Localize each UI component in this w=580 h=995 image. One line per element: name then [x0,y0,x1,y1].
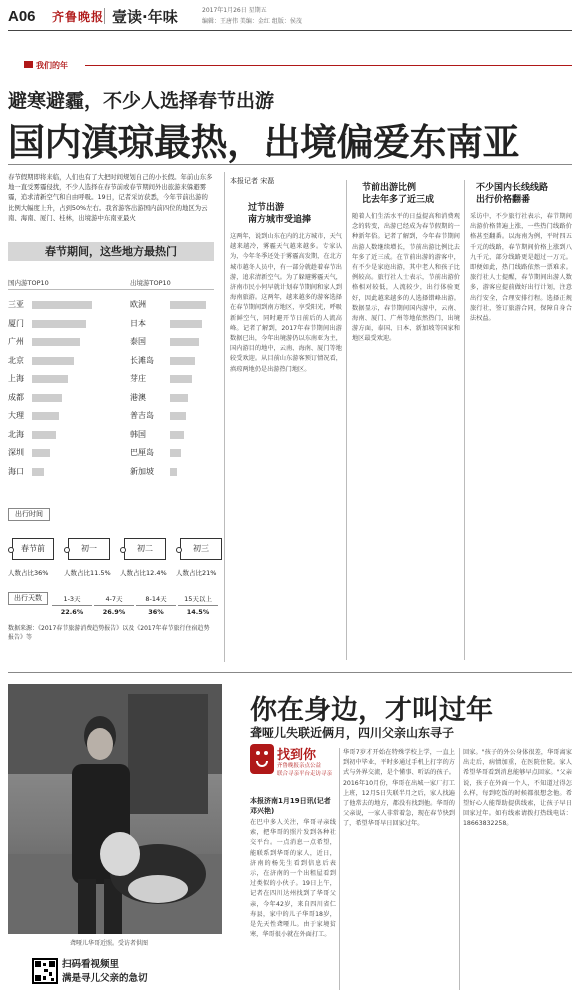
domestic-label: 厦门 [8,318,24,328]
article2-col3-text: 回家。"孩子的外公身体很差，华哥离家出走后，病情加重，在医院住院。家人希望华哥看到消息能够早点回家。"父亲说，孩子在外面一个人，不知道过得怎么样，每到吃饭的时候都很想念他。希望好心人能帮助提供线索，让孩子早日回家过年。如有线索请拨打热线电话：18663832258。 [463,749,572,828]
domestic-label: 三亚 [8,300,24,309]
tag-rule [85,65,572,66]
domestic-row [8,354,123,368]
days-range: 8-14天 [136,594,176,606]
article2-title: 你在身边，才叫过年 [250,695,493,726]
domestic-label: 深圳 [8,448,24,457]
article1-col4-text: 采访中，不少旅行社表示，春节期间出游价格普遍上涨，一些热门线路价格甚至翻番。以海南为例，平时四五千元的线路，春节期间价格上涨到八九千元，部分线路更是超过一万元。即便如此，热门线路依然一票难求。旅行社人士提醒，春节期间出游人数多，游客应提前做好出行计划，注意出行安全，合理安排行程。选择正规旅行社，签订旅游合同，保障自身合法权益。 [470,213,572,323]
outbound-row [130,409,220,423]
days-share: 14.5% [186,608,210,616]
domestic-label: 广州 [8,337,24,346]
outbound-row [130,317,220,331]
departure-share: 人数占比21% [176,569,217,577]
column-rule [346,180,347,660]
outbound-row [130,335,220,349]
domestic-row [8,446,123,460]
domestic-bar [32,320,86,328]
outbound-row [130,354,220,368]
chart-rule [8,289,214,290]
domestic-row [8,335,123,349]
outbound-bar [170,338,199,346]
article1-subtitle: 避寒避霾，不少人选择春节出游 [8,90,275,112]
section-title: 壹读·年味 [112,8,178,26]
domestic-bar [32,449,50,457]
departure-share: 人数占比11.5% [64,569,111,577]
departure-label: 出行时间 [8,508,50,521]
outbound-label: 芽庄 [130,374,146,383]
article1-col4-head: 不少国内长线线路 出行价格翻番 [476,183,549,205]
domestic-bar [32,357,74,365]
article1-col3-head: 节前出游比例 比去年多了近三成 [362,183,435,205]
article1-title: 国内滇琼最热，出境偏爱东南亚 [8,121,519,164]
column-rule [339,748,340,990]
header-date: 2017年1月26日 星期五 [202,7,267,14]
domestic-row [8,317,123,331]
outbound-bar [170,301,206,309]
domestic-bar [32,412,59,420]
article2-col1-text: 在巴中多人关注，华哥寻亲线索，把华哥的照片发到各种社交平台。一点消息一点希望，能联系到华哥的家人，近日，济南的杨先生看到信息后表示，在济南的一个出租屋看到过类似的小伙子。19日上午，记者在四川达州找到了华哥父亲，今年42岁，来自四川省仁寿县，家中的儿子华哥18岁，是先天性聋哑儿。由于家境贫寒，华哥很小就在外面打工。 [250,819,336,939]
header-editors: 编辑：王唐伟 美编：金红 组版：侯茂 [202,18,302,25]
headline-rule [8,164,572,165]
domestic-label: 上海 [8,374,24,383]
find-you-logo [250,744,332,790]
domestic-label: 成都 [8,392,24,402]
column-rule [464,180,465,660]
days-range: 4-7天 [94,594,134,606]
qr-caption-line1: 扫码看视频里 [62,959,120,970]
departure-list [8,538,220,582]
domestic-bar [32,468,44,476]
outbound-bar [170,375,192,383]
outbound-bar [170,412,186,420]
outbound-row [130,372,220,386]
qr-caption [62,958,148,986]
chart-title: 春节期间，这些地方最热门 [8,242,214,261]
domestic-bar [32,338,80,346]
article1-col2-head: 过节出游 南方城市受追捧 [248,203,312,225]
domestic-bar [32,301,92,309]
find-you-sub2: 联合寻亲平台走访寻亲 [277,771,333,777]
days-range: 1-3天 [52,594,92,606]
departure-box: 初二 [124,538,166,560]
header-rule [8,30,572,31]
days-label: 出行天数 [8,592,48,605]
departure-share: 人数占比36% [8,569,49,577]
article1-col2-text: 这两年，说到山东在内的北方城市，天气越来越冷，雾霾天气越来越多。专家认为，今年冬季还处于雾霾高发期，在北方城市越冬人员中，有一部分就趁着春节出游，追求清新空气。为了躲避雾霾天气，济南市民小何早就计划春节期间和家人到海南旅游。这两年，越来越多的游客选择在春节期间到南方地区，享受阳光，呼吸新鲜空气，同时避开节日前后的人流高峰。记者了解到，2017年春节期间出游数据已出，今年出境游仍以东南亚为主，国内游目的地中，云南、海南、厦门等地较受欢迎。从目前山东游客预订情况看，滇琼两地仍是出游热门地区。 [230,233,342,373]
domestic-row [8,409,123,423]
column-rule [224,172,225,662]
article2-byline: 本报济南1月19日讯(记者 邓兴艳) [250,797,331,815]
domestic-row [8,298,123,312]
outbound-bar [170,394,188,402]
header-info [202,5,302,27]
data-source: 数据来源：《2017春节旅游消费趋势报告》以及《2017年春节旅行住宿趋势报告》等 [8,625,210,641]
outbound-bar [170,320,202,328]
qr-caption-line2: 满是寻儿父亲的急切 [62,973,148,984]
days-list [52,592,222,618]
domestic-row [8,465,123,479]
outbound-row [130,298,220,312]
domestic-bar [32,394,62,402]
domestic-bar [32,375,68,383]
outbound-label: 新加坡 [130,466,154,476]
paper-logo: 齐鲁晚报 [52,10,105,24]
domestic-label: 大理 [8,411,24,420]
outbound-label: 日本 [130,318,146,328]
outbound-label: 长滩岛 [130,355,154,365]
domestic-label: 国内游TOP10 [8,279,49,287]
days-share: 26.9% [102,608,126,616]
article1-col3-text: 随着人们生活水平的日益提高和消费观念的转变，出游已经成为春节假期的一种新年俗。记者了解到，今年春节期间出游人数继续增长，节前出游比例比去年多了近三成。在节前出游的游客中，有不少是家庭出游，其中老人和孩子比例较高。旅行社人士表示，节前出游价格相对较低，人流较少，出行体验更好，因此越来越多的人选择错峰出游。数据显示，春节期间国内游中，云南、海南、厦门、广州等地依然热门，出境游方面，泰国、日本、新加坡等国家和地区最受欢迎。 [352,213,460,343]
domestic-row [8,428,123,442]
outbound-bar [170,449,181,457]
photo-boy-with-dog [8,684,222,934]
outbound-label: 出境游TOP10 [130,279,171,287]
domestic-label: 北海 [8,429,24,439]
photo-caption: 聋哑儿华哥近照。受访者供图 [70,940,149,947]
domestic-label: 北京 [8,355,24,365]
days-share: 36% [148,608,164,616]
article2-subtitle: 聋哑儿失联近俩月，四川父亲山东寻子 [250,726,455,740]
domestic-row [8,372,123,386]
departure-box: 初三 [180,538,222,560]
outbound-label: 普吉岛 [130,411,154,420]
outbound-row [130,465,220,479]
outbound-label: 韩国 [130,429,146,439]
outbound-row [130,446,220,460]
find-you-sub: 齐鲁晚报亲点公益 [277,763,322,769]
header-divider [104,8,105,24]
find-you-icon [250,744,274,774]
domestic-label: 海口 [8,466,24,476]
outbound-bar [170,468,177,476]
outbound-bar [170,357,195,365]
outbound-label: 欧洲 [130,300,146,309]
outbound-row [130,391,220,405]
outbound-label: 港澳 [130,392,146,402]
outbound-bar [170,431,184,439]
article1-byline: 本报记者 宋磊 [230,177,275,185]
domestic-row [8,391,123,405]
days-share: 22.6% [60,608,84,616]
outbound-label: 巴厘岛 [130,448,154,457]
departure-box: 初一 [68,538,110,560]
column-rule [459,748,460,990]
departure-box: 春节前 [12,538,54,560]
page-number: A06 [8,8,36,25]
qr-code[interactable] [32,958,58,984]
section-rule [8,672,572,673]
article2-col2-text: 华哥7岁才开始在特殊学校上学，一直上到初中毕业，平时多通过手机上打字的方式与外界交流，是个懂事、听话的孩子。2016年10月份，华哥在出城一家厂打工上班，12月5日失联半月之后，家人找遍了他常去的地方，都没有找到他。华哥的父亲说，一家人非常着急，现在春节快到了，希望华哥早日回家过年。 [343,749,455,828]
find-you-text: 找到你 [277,748,317,763]
days-range: 15天以上 [178,594,218,606]
column-tag: 我们的年 [24,60,68,71]
article1-lead: 春节假期即将来临，人们也有了大把时间规划自己的小长假。年前山东多地一直受雾霾侵扰，不少人选择在春节前或春节期间外出旅游来躲避雾霾，追求清新空气和自由呼吸。19日，记者采访获悉，今年节前出游的比例大幅度上升，占到50%左右。我省游客出游国内前四位的地区为云南、海南、厦门、桂林，出境游中东南亚最火 [8,173,213,222]
outbound-row [130,428,220,442]
outbound-label: 泰国 [130,337,146,346]
departure-share: 人数占比12.4% [120,569,167,577]
domestic-bar [32,431,56,439]
